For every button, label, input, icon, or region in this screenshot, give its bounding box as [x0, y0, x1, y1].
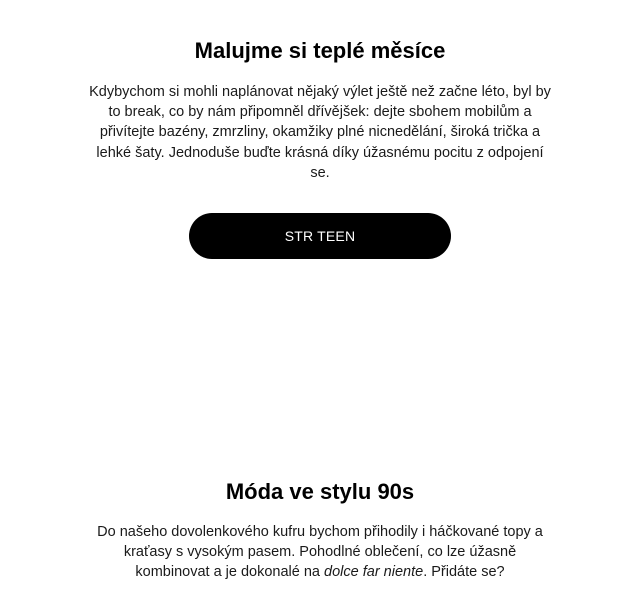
section-description [97, 522, 543, 583]
description-text-end: . Přidáte se? [423, 564, 505, 581]
fashion-90s-section [0, 478, 640, 583]
shop-teen-button[interactable]: STR TEEN [189, 213, 451, 259]
description-text: Do našeho dovolenkového kufru bychom přihodily i háčkované topy a kraťasy s vysokým pasem. Pohodlné oblečení, co lze úžasně kombinovat a je dokonalé na [97, 524, 543, 581]
section-title: Malujme si teplé měsíce [194, 38, 446, 63]
section-title: Móda ve stylu 90s [225, 479, 415, 504]
description-italic-text: dolce far niente [324, 564, 424, 581]
section-description: Kdybychom si mohli naplánovat nějaký výlet ještě než začne léto, byl by to break, co by nám připomněl dřívějšek: dejte sbohem mobilům a přivítejte bazény, zmrzliny, okamžiky plné nicnedělání, široká trička a lehké šaty. Jednoduše buďte krásná díky úžasnému pocitu z odpojení se. [89, 84, 551, 181]
summer-section [0, 37, 640, 259]
